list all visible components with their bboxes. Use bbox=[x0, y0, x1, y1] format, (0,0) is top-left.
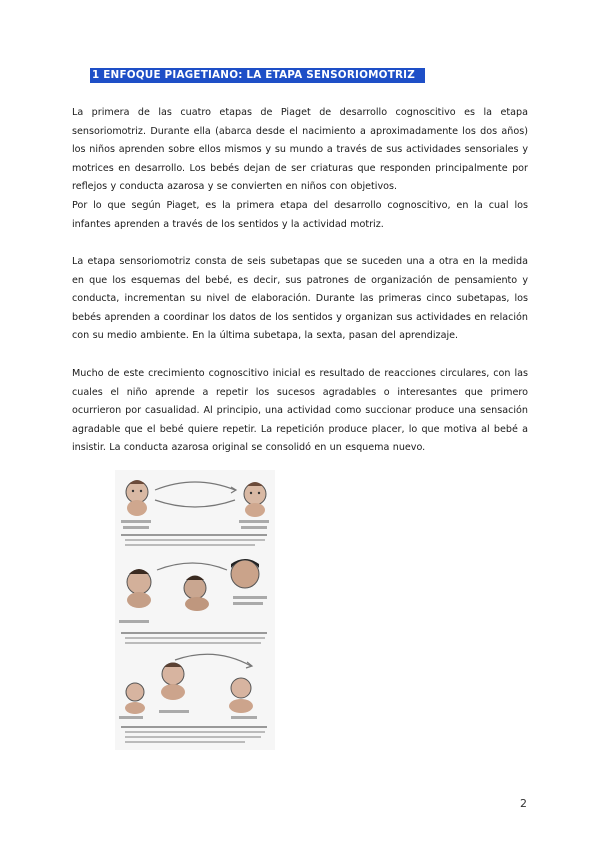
toddler-doll-icon bbox=[161, 663, 185, 701]
page-number: 2 bbox=[520, 797, 527, 810]
section-heading: 1 ENFOQUE PIAGETIANO: LA ETAPA SENSORIOMOTRIZ bbox=[90, 68, 425, 83]
baby-sucking-thumb-icon bbox=[126, 480, 148, 516]
adult-face-icon bbox=[231, 559, 259, 588]
baby-rattle-icon bbox=[127, 569, 151, 608]
paragraph-3: La etapa sensoriomotriz consta de seis subetapas que se suceden una a otra en la medida en que los esquemas del bebé, es decir, sus patrones de organización de pensamiento y conducta, incrementan su nivel de elaboración. Durante las primeras cinco subetapas, los bebés aprenden a coordinar los datos de los sentidos y organizan sus actividades en relación con su medio ambiente. En la última subetapa, la sexta, pasan del aprendizaje. bbox=[72, 256, 528, 342]
paragraph-4: Mucho de este crecimiento cognoscitivo inicial es resultado de reacciones circulares, con las cuales el niño aprende a repetir los sucesos agradables o interesantes que primero ocurrieron por casualidad. Al principio, una actividad como succionar produce una sensación agradable que el bebé quiere repetir. La repetición produce placer, lo que motiva al bebé a insistir. La conducta azarosa original se consolidó en un esquema nuevo. bbox=[72, 368, 528, 454]
baby-content-icon bbox=[244, 482, 266, 517]
paragraph-1: La primera de las cuatro etapas de Piaget de desarrollo cognoscitivo es la etapa sensoriomotriz. Durante ella (abarca desde el nacimiento a aproximadamente los dos años) los niños aprenden sobre ellos mismos y su mundo a través de sus actividades sensoriales y motrices en desarrollo. Los bebés dejan de ser criaturas que responden principalmente por reflejos y conducta azarosa y se convierten en niños con objetivos. bbox=[72, 107, 528, 193]
paragraph-2: Por lo que según Piaget, es la primera etapa del desarrollo cognoscitivo, en la cual los infantes aprenden a través de los sentidos y la actividad motriz. bbox=[72, 200, 528, 230]
circular-reactions-illustration-icon bbox=[115, 470, 275, 750]
